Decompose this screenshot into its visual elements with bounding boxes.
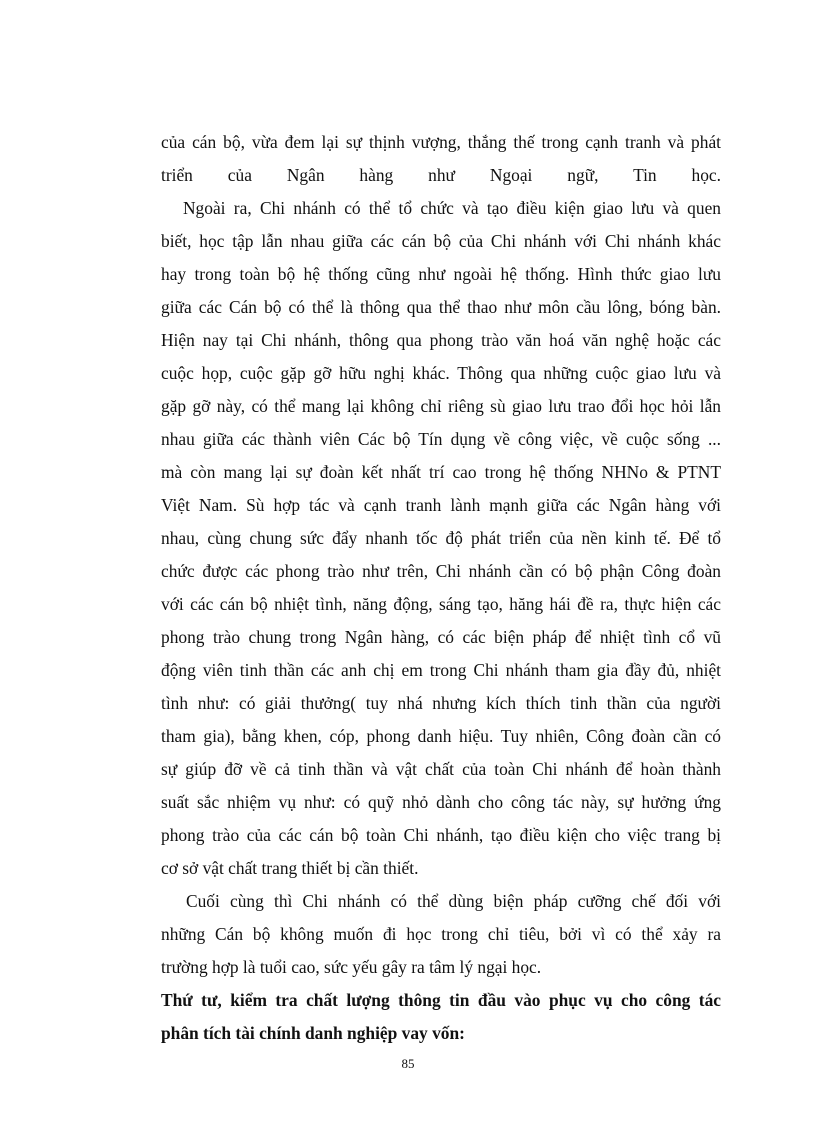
text-line: nhau, cùng chung sức đẩy nhanh tốc độ phát triển của nền kinh tế. Để tổ [161,528,721,548]
text-line: phong trào của các cán bộ toàn Chi nhánh, tạo điều kiện cho việc trang bị [161,825,721,845]
text-line: mà còn mang lại sự đoàn kết nhất trí cao trong hệ thống NHNo & PTNT [161,462,721,482]
text-line: triển của Ngân hàng như Ngoại ngữ, Tin học. [161,165,721,185]
text-line: tham gia), bằng khen, cóp, phong danh hiệu. Tuy nhiên, Công đoàn cần có [161,726,721,746]
text-line: phong trào chung trong Ngân hàng, có các biện pháp để nhiệt tình cổ vũ [161,627,721,647]
text-line: Việt Nam. Sù hợp tác và cạnh tranh lành mạnh giữa các Ngân hàng với [161,495,721,515]
text-line: biết, học tập lẫn nhau giữa các cán bộ của Chi nhánh với Chi nhánh khác [161,231,721,251]
text-line: sự giúp đỡ về cả tinh thần và vật chất của toàn Chi nhánh để hoàn thành [161,759,721,779]
text-line: giữa các Cán bộ có thể là thông qua thể thao như môn cầu lông, bóng bàn. [161,297,721,317]
text-line: Hiện nay tại Chi nhánh, thông qua phong trào văn hoá văn nghệ hoặc các [161,330,721,350]
text-line: hay trong toàn bộ hệ thống cũng như ngoài hệ thống. Hình thức giao lưu [161,264,721,284]
text-line: của cán bộ, vừa đem lại sự thịnh vượng, thắng thế trong cạnh tranh và phát [161,132,721,152]
document-page [161,126,721,1050]
text-line: cơ sở vật chất trang thiết bị cần thiết. [161,858,419,878]
text-line: Cuối cùng thì Chi nhánh có thể dùng biện pháp cưỡng chế đối với [186,891,721,911]
section-heading-line: phân tích tài chính danh nghiệp vay vốn: [161,1023,465,1043]
text-line: động viên tinh thần các anh chị em trong Chi nhánh tham gia đầy đủ, nhiệt [161,660,721,680]
page-number: 85 [401,1056,415,1071]
text-line: với các cán bộ nhiệt tình, năng động, sáng tạo, hăng hái đề ra, thực hiện các [161,594,721,614]
text-line: nhau giữa các thành viên Các bộ Tín dụng về công việc, về cuộc sống ... [161,429,721,449]
text-line: gặp gỡ này, có thể mang lại không chỉ riêng sù giao lưu trao đổi học hỏi lẫn [161,396,721,416]
text-line: chức được các phong trào như trên, Chi nhánh cần có bộ phận Công đoàn [161,561,721,581]
text-line: Ngoài ra, Chi nhánh có thể tổ chức và tạo điều kiện giao lưu và quen [183,198,721,218]
text-line: những Cán bộ không muốn đi học trong chỉ tiêu, bởi vì có thể xảy ra [161,924,721,944]
text-line: cuộc họp, cuộc gặp gỡ hữu nghị khác. Thông qua những cuộc giao lưu và [161,363,721,383]
section-heading-line: Thứ tư, kiểm tra chất lượng thông tin đầu vào phục vụ cho công tác [161,990,721,1010]
text-line: tình như: có giải thưởng( tuy nhá nhưng kích thích tinh thần của người [161,693,721,713]
text-line: suất sắc nhiệm vụ như: có quỹ nhỏ dành cho công tác này, sự hưởng ứng [161,792,721,812]
text-line: trường hợp là tuổi cao, sức yếu gây ra tâm lý ngại học. [161,957,542,977]
